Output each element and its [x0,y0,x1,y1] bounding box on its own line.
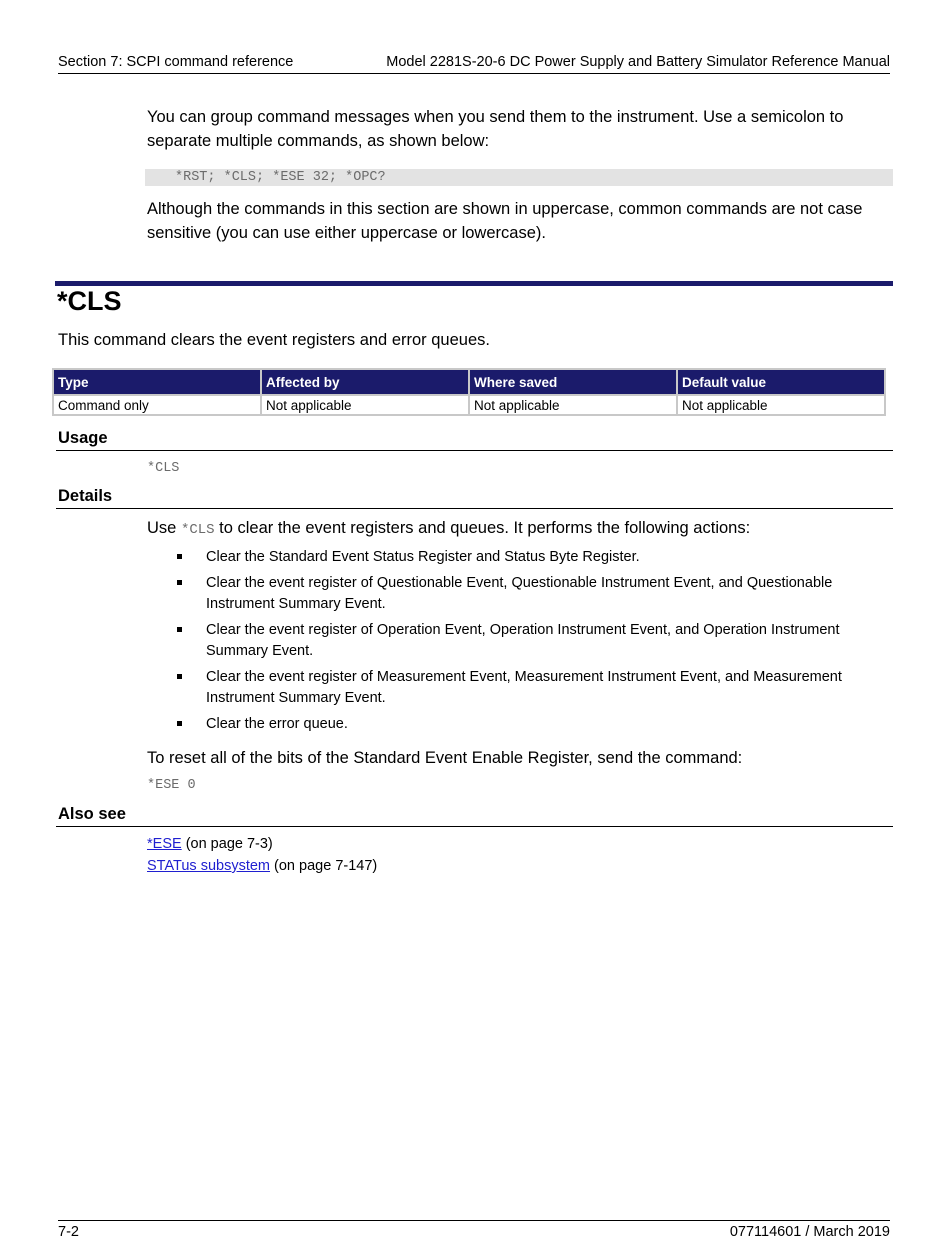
details-heading: Details [58,487,113,505]
also-see-heading: Also see [58,805,126,823]
also-see-entry [147,858,377,874]
page-number: 7-2 [58,1224,79,1240]
inline-code: *CLS [180,522,215,538]
actions-list [176,547,866,740]
usage-rule [56,450,893,451]
details-intro-suffix: to clear the event registers and queues. It performs the following actions: [214,519,751,537]
ese-link-page: (on page 7-3) [181,836,273,852]
intro-paragraph: You can group command messages when you send them to the instrument. Use a semicolon to separate multiple commands, as shown below: [147,108,844,150]
details-intro-prefix: Use [147,519,181,537]
table-header-row [54,370,884,394]
command-title: *CLS [57,286,122,316]
document-number: 077114601 / March 2019 [729,1224,890,1240]
list-item-text: Clear the event register of Questionable Event, Questionable Instrument Event, and Questionable Instrument Summary Event. [206,575,833,612]
code-example: *RST; *CLS; *ESE 32; *OPC? [145,169,893,186]
bullet-icon [177,627,182,632]
bullet-icon [177,674,182,679]
bullet-icon [177,580,182,585]
also-see-rule [56,826,893,827]
list-item-text: Clear the event register of Operation Event, Operation Instrument Event, and Operation Instrument Summary Event. [206,622,840,659]
also-see-entry [147,836,273,852]
case-note-paragraph: Although the commands in this section are shown in uppercase, common commands are not case sensitive (you can use either uppercase or lowercase). [147,200,863,242]
command-summary: This command clears the event registers and error queues. [58,331,490,349]
table-cell: Not applicable [262,396,468,414]
table-cell: Not applicable [678,396,884,414]
usage-heading: Usage [58,429,108,447]
details-rule [56,508,893,509]
status-subsystem-link[interactable]: STATus subsystem [147,858,271,874]
footer-rule [58,1220,890,1221]
header-rule [58,73,890,74]
bullet-icon [177,721,182,726]
header-section-label: Section 7: SCPI command reference [58,54,294,70]
table-header-cell: Default value [678,370,884,394]
list-item [176,547,866,568]
status-subsystem-link-page: (on page 7-147) [270,858,378,874]
list-item-text: Clear the Standard Event Status Register and Status Byte Register. [206,549,640,565]
table-header-cell: Affected by [262,370,468,394]
list-item [176,620,866,662]
command-attributes-table [52,368,886,416]
list-item-text: Clear the event register of Measurement Event, Measurement Instrument Event, and Measurement Instrument Summary Event. [206,669,842,706]
table-cell: Not applicable [470,396,676,414]
header-manual-title: Model 2281S-20-6 DC Power Supply and Battery Simulator Reference Manual [386,54,890,70]
ese-link[interactable]: *ESE [147,836,182,852]
table-cell: Command only [54,396,260,414]
list-item [176,714,866,735]
list-item [176,667,866,709]
reset-code: *ESE 0 [147,778,196,793]
table-header-cell: Where saved [470,370,676,394]
list-item [176,573,866,615]
details-intro [147,519,750,538]
reset-text: To reset all of the bits of the Standard Event Enable Register, send the command: [147,749,743,767]
table-row [54,396,884,414]
section-divider [55,281,893,286]
list-item-text: Clear the error queue. [206,716,348,732]
table-header-cell: Type [54,370,260,394]
bullet-icon [177,554,182,559]
usage-code: *CLS [147,461,180,476]
